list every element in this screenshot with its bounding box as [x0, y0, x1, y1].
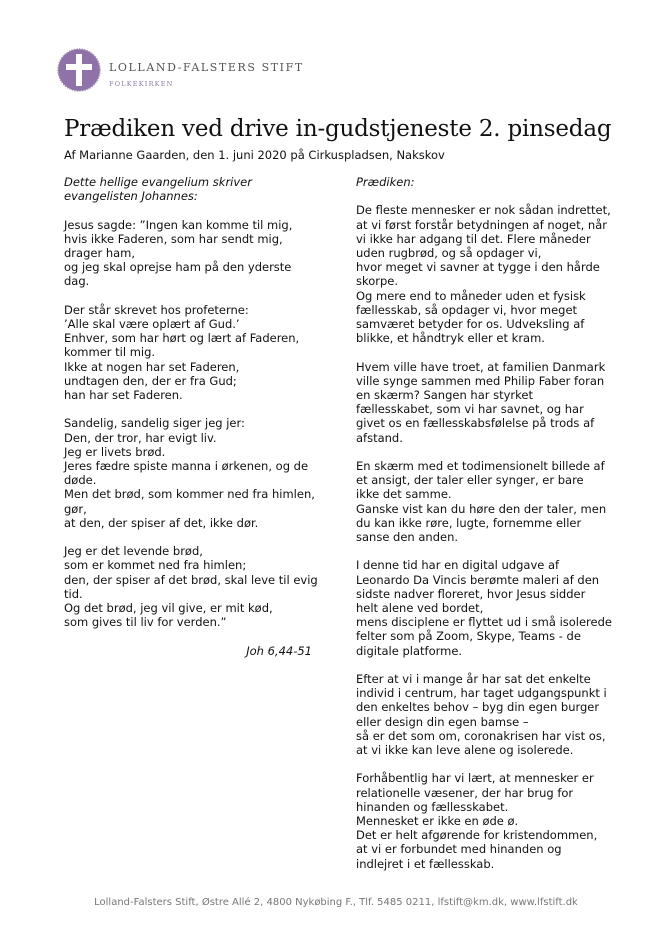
- gospel-column: [64, 175, 326, 658]
- text-line: Jeg er det levende brød,: [64, 544, 203, 559]
- text-line: en skærm? Sangen har styrket: [356, 388, 533, 403]
- text-line: Dette hellige evangelium skriver: [64, 175, 252, 189]
- text-line: kommer til mig.: [64, 345, 156, 360]
- text-line: som er kommet ned fra himlen;: [64, 558, 247, 573]
- text-line: Enhver, som har hørt og lært af Faderen,: [64, 331, 300, 346]
- text-line: sidste nadver floreret, hvor Jesus sidder: [356, 586, 586, 601]
- paragraph: [64, 544, 326, 629]
- text-line: Leonardo Da Vincis berømte maleri af den: [356, 572, 600, 587]
- text-line: fællesskab, så opdager vi, hvor meget: [356, 302, 578, 317]
- text-line: blikke, et håndtryk eller et kram.: [356, 331, 545, 346]
- text-line: den, der spiser af det brød, skal leve til evig: [64, 572, 318, 587]
- text-line: Efter at vi i mange år har sat det enkelte: [356, 672, 591, 687]
- text-line: vi ikke har adgang til det. Flere måneder: [356, 231, 591, 246]
- diocese-logo: [57, 48, 101, 92]
- paragraph: [356, 771, 620, 870]
- text-line: den enkeltes behov – byg din egen burger: [356, 700, 600, 715]
- text-line: helt alene ved bordet,: [356, 601, 484, 616]
- paragraph: [356, 203, 620, 345]
- paragraph: [64, 218, 326, 289]
- text-line: ville synge sammen med Philip Faber foran: [356, 373, 605, 388]
- text-line: I denne tid har en digital udgave af: [356, 558, 560, 573]
- paragraph: [356, 558, 620, 657]
- text-line: ikke det samme.: [356, 487, 452, 502]
- text-line: undtagen den, der er fra Gud;: [64, 373, 237, 388]
- text-line: felter som på Zoom, Skype, Teams - de: [356, 629, 581, 644]
- text-line: samværet betyder for os. Udveksling af: [356, 317, 585, 332]
- text-line: hvis ikke Faderen, som har sendt mig,: [64, 231, 283, 246]
- text-line: mens disciplene er flyttet ud i små isolerede: [356, 615, 612, 630]
- text-line: Det er helt afgørende for kristendommen,: [356, 828, 598, 843]
- text-line: uden rugbrød, og så opdager vi,: [356, 246, 542, 260]
- paragraph: [64, 303, 326, 402]
- text-line: dag.: [64, 274, 90, 289]
- text-line: Sandelig, sandelig siger jeg jer:: [64, 416, 245, 431]
- text-line: En skærm med et todimensionelt billede af: [356, 459, 605, 474]
- gospel-text: [64, 218, 326, 630]
- text-line: så er det som om, coronakrisen har vist os,: [356, 728, 606, 743]
- text-line: Og det brød, jeg vil give, er mit kød,: [64, 601, 273, 616]
- text-line: givet os en fællesskabsfølelse på trods af: [356, 416, 595, 431]
- text-line: relationelle væsener, der har brug for: [356, 785, 574, 800]
- scripture-reference: Joh 6,44-51: [246, 643, 312, 658]
- paragraph: [356, 672, 620, 757]
- text-line: Og mere end to måneder uden et fysisk: [356, 288, 586, 303]
- text-line: indlejret i et fællesskab.: [356, 856, 495, 871]
- text-line: Jesus sagde: ”Ingen kan komme til mig,: [64, 217, 293, 232]
- cross-seal-icon: [57, 48, 101, 92]
- text-line: fællesskabet, som vi har savnet, og har: [356, 402, 584, 417]
- text-line: drager ham,: [64, 246, 136, 260]
- text-line: Hvem ville have troet, at familien Danmark: [356, 359, 606, 374]
- text-line: afstand.: [356, 430, 403, 445]
- paragraph: [64, 416, 326, 530]
- text-line: eller design din egen bamse –: [356, 714, 529, 729]
- paragraph: [356, 360, 620, 445]
- text-line: at vi ikke kan leve alene og isolerede.: [356, 743, 574, 758]
- text-line: digitale platforme.: [356, 643, 463, 658]
- text-line: Forhåbentlig har vi lært, at mennesker er: [356, 771, 594, 786]
- text-line: Ganske vist kan du høre den der taler, men: [356, 501, 607, 516]
- org-name: LOLLAND-FALSTERS STIFT: [109, 61, 304, 74]
- sermon-column: [356, 175, 620, 885]
- text-line: evangelisten Johannes:: [64, 189, 198, 204]
- text-line: som gives til liv for verden.”: [64, 615, 227, 630]
- text-line: han har set Faderen.: [64, 388, 183, 403]
- text-line: Der står skrevet hos profeterne:: [64, 302, 249, 317]
- page-title: Prædiken ved drive in-gudstjeneste 2. pinsedag: [64, 116, 612, 142]
- text-line: individ i centrum, har taget udgangspunkt i: [356, 686, 607, 701]
- text-line: du kan ikke røre, lugte, fornemme eller: [356, 515, 582, 530]
- text-line: at vi først forstår betydningen af noget, når: [356, 217, 607, 232]
- text-line: Ikke at nogen har set Faderen,: [64, 359, 240, 374]
- text-line: sanse den anden.: [356, 530, 459, 545]
- text-line: at den, der spiser af det, ikke dør.: [64, 515, 259, 530]
- text-line: Jeg er livets brød.: [64, 444, 166, 459]
- sermon-text: [356, 203, 620, 870]
- text-line: Jeres fædre spiste manna i ørkenen, og de: [64, 459, 309, 474]
- paragraph: [356, 459, 620, 544]
- text-line: Mennesket er ikke en øde ø.: [356, 814, 519, 829]
- text-line: gør,: [64, 501, 87, 516]
- text-line: ’Alle skal være oplært af Gud.’: [64, 317, 240, 331]
- text-line: hinanden og fællesskabet.: [356, 799, 509, 814]
- text-line: døde.: [64, 473, 97, 488]
- text-line: et ansigt, der taler eller synger, er bare: [356, 473, 584, 488]
- text-line: tid.: [64, 586, 83, 601]
- sermon-heading: Prædiken:: [356, 175, 415, 189]
- text-line: Den, der tror, har evigt liv.: [64, 430, 217, 445]
- text-line: Men det brød, som kommer ned fra himlen,: [64, 487, 315, 502]
- gospel-intro: [64, 175, 326, 203]
- text-line: skorpe.: [356, 274, 399, 289]
- org-subtitle: FOLKEKIRKEN: [109, 80, 174, 88]
- text-line: og jeg skal oprejse ham på den yderste: [64, 260, 292, 275]
- text-line: De fleste mennesker er nok sådan indrettet,: [356, 203, 611, 218]
- byline: Af Marianne Gaarden, den 1. juni 2020 på Cirkuspladsen, Nakskov: [64, 148, 445, 162]
- footer-contact: Lolland-Falsters Stift, Østre Allé 2, 4800 Nykøbing F., Tlf. 5485 0211, lfstift@km.dk, www.lfstift.dk: [94, 897, 578, 908]
- text-line: hvor meget vi savner at tygge i den hårde: [356, 260, 600, 275]
- text-line: at vi er forbundet med hinanden og: [356, 842, 562, 857]
